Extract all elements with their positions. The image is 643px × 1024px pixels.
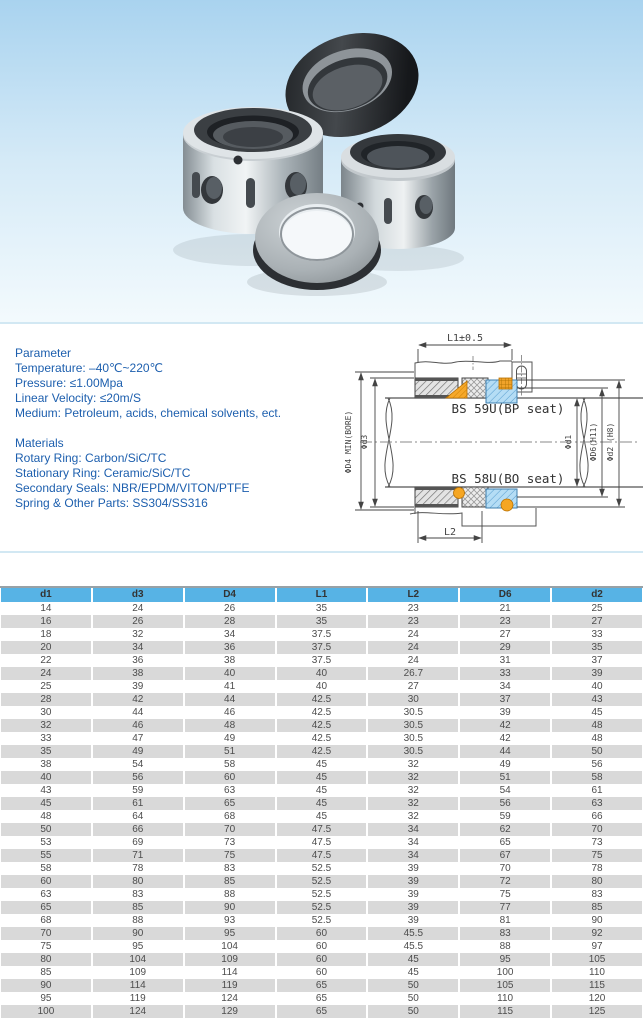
table-cell: 35 xyxy=(276,615,368,628)
parameter-velocity: Linear Velocity: ≤20m/S xyxy=(15,391,141,405)
table-cell: 32 xyxy=(367,797,459,810)
table-cell: 88 xyxy=(459,940,551,953)
table-cell: 88 xyxy=(184,888,276,901)
table-row xyxy=(0,615,643,628)
table-cell: 45 xyxy=(276,784,368,797)
table-cell: 65 xyxy=(184,797,276,810)
table-cell: 47.5 xyxy=(276,823,368,836)
table-cell: 47 xyxy=(92,732,184,745)
table-row xyxy=(0,823,643,836)
table-cell: 37.5 xyxy=(276,628,368,641)
table-cell: 60 xyxy=(184,771,276,784)
table-cell: 73 xyxy=(184,836,276,849)
materials-heading: Materials xyxy=(15,436,64,450)
table-row xyxy=(0,849,643,862)
table-cell: 97 xyxy=(551,940,643,953)
table-cell: 59 xyxy=(459,810,551,823)
section-divider-bottom xyxy=(0,551,643,553)
table-cell: 45 xyxy=(276,771,368,784)
table-cell: 33 xyxy=(551,628,643,641)
table-cell: 50 xyxy=(0,823,92,836)
table-cell: 66 xyxy=(92,823,184,836)
table-cell: 85 xyxy=(551,901,643,914)
table-cell: 71 xyxy=(92,849,184,862)
table-cell: 21 xyxy=(459,602,551,615)
table-cell: 32 xyxy=(367,758,459,771)
table-cell: 40 xyxy=(184,667,276,680)
table-cell: 85 xyxy=(92,901,184,914)
table-cell: 45 xyxy=(276,810,368,823)
table-cell: 48 xyxy=(551,719,643,732)
materials-rotary-ring: Rotary Ring: Carbon/SiC/TC xyxy=(15,451,167,465)
table-cell: 42 xyxy=(459,732,551,745)
table-cell: 54 xyxy=(459,784,551,797)
table-cell: 58 xyxy=(184,758,276,771)
table-cell: 48 xyxy=(184,719,276,732)
table-cell: 110 xyxy=(459,992,551,1005)
table-cell: 46 xyxy=(184,706,276,719)
table-cell: 50 xyxy=(551,745,643,758)
table-cell: 44 xyxy=(92,706,184,719)
spec-table-head-row xyxy=(0,588,643,602)
table-cell: 39 xyxy=(459,706,551,719)
table-cell: 30.5 xyxy=(367,745,459,758)
table-cell: 27 xyxy=(367,680,459,693)
table-cell: 37.5 xyxy=(276,641,368,654)
dimension-table xyxy=(0,586,643,1018)
table-cell: 70 xyxy=(459,862,551,875)
table-cell: 42 xyxy=(92,693,184,706)
table-cell: 60 xyxy=(0,875,92,888)
table-cell: 45 xyxy=(551,706,643,719)
table-cell: 114 xyxy=(92,979,184,992)
table-cell: 125 xyxy=(551,1005,643,1018)
table-cell: 124 xyxy=(184,992,276,1005)
column-header: D4 xyxy=(184,588,276,602)
table-cell: 58 xyxy=(0,862,92,875)
column-header: d1 xyxy=(0,588,92,602)
table-cell: 119 xyxy=(92,992,184,1005)
table-row xyxy=(0,1005,643,1018)
table-cell: 70 xyxy=(0,927,92,940)
table-row xyxy=(0,810,643,823)
table-row xyxy=(0,953,643,966)
table-row xyxy=(0,797,643,810)
table-cell: 61 xyxy=(92,797,184,810)
table-cell: 26 xyxy=(92,615,184,628)
table-cell: 78 xyxy=(551,862,643,875)
table-cell: 83 xyxy=(459,927,551,940)
table-cell: 30.5 xyxy=(367,719,459,732)
table-cell: 42 xyxy=(459,719,551,732)
table-cell: 50 xyxy=(367,992,459,1005)
table-cell: 51 xyxy=(184,745,276,758)
table-cell: 45.5 xyxy=(367,940,459,953)
table-cell: 60 xyxy=(276,966,368,979)
table-cell: 23 xyxy=(367,602,459,615)
label-top-seal: BS 59U(BP seat) xyxy=(451,401,565,416)
table-row xyxy=(0,706,643,719)
table-cell: 64 xyxy=(92,810,184,823)
table-cell: 20 xyxy=(0,641,92,654)
o-ring-bottom-left xyxy=(454,488,465,499)
table-cell: 63 xyxy=(0,888,92,901)
table-cell: 61 xyxy=(551,784,643,797)
table-row xyxy=(0,732,643,745)
product-photo xyxy=(0,0,643,322)
table-row xyxy=(0,875,643,888)
seal-section-bottom xyxy=(410,487,536,526)
table-row xyxy=(0,901,643,914)
table-cell: 77 xyxy=(459,901,551,914)
table-cell: 30 xyxy=(367,693,459,706)
materials-stationary-ring: Stationary Ring: Ceramic/SiC/TC xyxy=(15,466,191,480)
table-row xyxy=(0,771,643,784)
table-cell: 65 xyxy=(276,979,368,992)
table-cell: 46 xyxy=(92,719,184,732)
table-cell: 44 xyxy=(184,693,276,706)
table-row xyxy=(0,641,643,654)
table-row xyxy=(0,784,643,797)
seat-gasket-top xyxy=(499,378,512,389)
table-cell: 43 xyxy=(551,693,643,706)
table-cell: 32 xyxy=(0,719,92,732)
table-row xyxy=(0,758,643,771)
table-cell: 83 xyxy=(92,888,184,901)
table-cell: 68 xyxy=(184,810,276,823)
table-cell: 45 xyxy=(0,797,92,810)
table-cell: 24 xyxy=(367,628,459,641)
table-cell: 39 xyxy=(367,875,459,888)
table-cell: 75 xyxy=(184,849,276,862)
table-cell: 56 xyxy=(551,758,643,771)
table-cell: 129 xyxy=(184,1005,276,1018)
table-cell: 26.7 xyxy=(367,667,459,680)
table-cell: 55 xyxy=(0,849,92,862)
parameter-pressure: Pressure: ≤1.00Mpa xyxy=(15,376,123,390)
materials-block xyxy=(15,436,327,511)
table-cell: 81 xyxy=(459,914,551,927)
table-cell: 75 xyxy=(459,888,551,901)
column-header: L2 xyxy=(367,588,459,602)
table-cell: 69 xyxy=(92,836,184,849)
column-header: D6 xyxy=(459,588,551,602)
table-cell: 93 xyxy=(184,914,276,927)
table-cell: 40 xyxy=(0,771,92,784)
table-cell: 90 xyxy=(184,901,276,914)
table-cell: 60 xyxy=(276,940,368,953)
table-cell: 75 xyxy=(551,849,643,862)
table-cell: 33 xyxy=(459,667,551,680)
materials-spring-parts: Spring & Other Parts: SS304/SS316 xyxy=(15,496,208,510)
table-cell: 52.5 xyxy=(276,901,368,914)
table-cell: 124 xyxy=(92,1005,184,1018)
table-cell: 42.5 xyxy=(276,706,368,719)
table-cell: 42.5 xyxy=(276,732,368,745)
table-cell: 54 xyxy=(92,758,184,771)
table-cell: 39 xyxy=(551,667,643,680)
table-cell: 53 xyxy=(0,836,92,849)
parameter-heading: Parameter xyxy=(15,346,72,360)
table-row xyxy=(0,654,643,667)
table-cell: 39 xyxy=(367,914,459,927)
table-cell: 36 xyxy=(92,654,184,667)
dim-label-d4: ΦD4 MIN(BORE) xyxy=(344,410,353,474)
table-row xyxy=(0,940,643,953)
table-cell: 105 xyxy=(551,953,643,966)
table-cell: 32 xyxy=(92,628,184,641)
dim-label-d1: Φd1 xyxy=(564,434,573,450)
table-cell: 49 xyxy=(459,758,551,771)
table-cell: 95 xyxy=(184,927,276,940)
label-bottom-seal: BS 58U(BO seat) xyxy=(451,471,565,486)
table-cell: 51 xyxy=(459,771,551,784)
table-cell: 62 xyxy=(459,823,551,836)
table-cell: 85 xyxy=(184,875,276,888)
table-cell: 34 xyxy=(367,823,459,836)
table-cell: 28 xyxy=(0,693,92,706)
table-cell: 95 xyxy=(0,992,92,1005)
table-cell: 66 xyxy=(551,810,643,823)
table-cell: 45.5 xyxy=(367,927,459,940)
table-row xyxy=(0,719,643,732)
table-cell: 40 xyxy=(276,667,368,680)
table-cell: 104 xyxy=(184,940,276,953)
table-cell: 35 xyxy=(276,602,368,615)
table-cell: 38 xyxy=(92,667,184,680)
dim-label-l2: L2 xyxy=(443,527,457,538)
table-cell: 34 xyxy=(459,680,551,693)
table-cell: 18 xyxy=(0,628,92,641)
table-cell: 109 xyxy=(92,966,184,979)
technical-drawing xyxy=(330,328,643,554)
table-cell: 44 xyxy=(459,745,551,758)
table-cell: 59 xyxy=(92,784,184,797)
table-cell: 95 xyxy=(459,953,551,966)
table-cell: 25 xyxy=(551,602,643,615)
table-cell: 29 xyxy=(459,641,551,654)
table-cell: 34 xyxy=(367,836,459,849)
table-cell: 114 xyxy=(184,966,276,979)
table-row xyxy=(0,745,643,758)
table-cell: 27 xyxy=(459,628,551,641)
table-cell: 85 xyxy=(0,966,92,979)
table-cell: 24 xyxy=(367,641,459,654)
table-cell: 41 xyxy=(184,680,276,693)
table-cell: 50 xyxy=(367,979,459,992)
table-cell: 23 xyxy=(459,615,551,628)
table-cell: 34 xyxy=(92,641,184,654)
table-cell: 39 xyxy=(367,901,459,914)
table-cell: 32 xyxy=(367,784,459,797)
table-cell: 56 xyxy=(459,797,551,810)
materials-secondary-seals: Secondary Seals: NBR/EPDM/VITON/PTFE xyxy=(15,481,250,495)
table-cell: 24 xyxy=(367,654,459,667)
section-divider-top xyxy=(0,322,643,324)
table-cell: 40 xyxy=(551,680,643,693)
table-cell: 38 xyxy=(184,654,276,667)
table-cell: 50 xyxy=(367,1005,459,1018)
table-cell: 42.5 xyxy=(276,693,368,706)
parameter-temperature: Temperature: –40℃~220℃ xyxy=(15,361,164,375)
column-header: L1 xyxy=(276,588,368,602)
table-cell: 52.5 xyxy=(276,862,368,875)
table-cell: 80 xyxy=(551,875,643,888)
table-cell: 110 xyxy=(551,966,643,979)
table-cell: 119 xyxy=(184,979,276,992)
table-row xyxy=(0,628,643,641)
table-cell: 22 xyxy=(0,654,92,667)
table-cell: 60 xyxy=(276,927,368,940)
table-cell: 80 xyxy=(0,953,92,966)
table-cell: 70 xyxy=(551,823,643,836)
table-cell: 65 xyxy=(0,901,92,914)
table-cell: 45 xyxy=(367,953,459,966)
table-cell: 47.5 xyxy=(276,836,368,849)
table-cell: 30.5 xyxy=(367,706,459,719)
table-cell: 115 xyxy=(551,979,643,992)
specs-text xyxy=(15,346,327,526)
table-cell: 31 xyxy=(459,654,551,667)
table-row xyxy=(0,888,643,901)
table-cell: 100 xyxy=(459,966,551,979)
table-cell: 48 xyxy=(0,810,92,823)
table-cell: 115 xyxy=(459,1005,551,1018)
table-cell: 30.5 xyxy=(367,732,459,745)
table-cell: 72 xyxy=(459,875,551,888)
table-cell: 83 xyxy=(551,888,643,901)
table-cell: 45 xyxy=(367,966,459,979)
table-row xyxy=(0,693,643,706)
table-cell: 58 xyxy=(551,771,643,784)
parameter-medium: Medium: Petroleum, acids, chemical solvents, ect. xyxy=(15,406,282,420)
table-cell: 27 xyxy=(551,615,643,628)
table-cell: 16 xyxy=(0,615,92,628)
table-row xyxy=(0,862,643,875)
table-row xyxy=(0,836,643,849)
table-cell: 39 xyxy=(92,680,184,693)
table-cell: 34 xyxy=(367,849,459,862)
table-cell: 42.5 xyxy=(276,719,368,732)
table-cell: 28 xyxy=(184,615,276,628)
table-cell: 75 xyxy=(0,940,92,953)
table-cell: 33 xyxy=(0,732,92,745)
seal-section-top xyxy=(415,355,532,403)
table-cell: 90 xyxy=(92,927,184,940)
table-cell: 90 xyxy=(551,914,643,927)
table-cell: 63 xyxy=(551,797,643,810)
table-cell: 35 xyxy=(0,745,92,758)
table-cell: 38 xyxy=(0,758,92,771)
table-cell: 88 xyxy=(92,914,184,927)
table-cell: 45 xyxy=(276,797,368,810)
table-cell: 78 xyxy=(92,862,184,875)
table-cell: 37.5 xyxy=(276,654,368,667)
table-cell: 65 xyxy=(276,992,368,1005)
table-cell: 14 xyxy=(0,602,92,615)
table-row xyxy=(0,602,643,615)
table-cell: 24 xyxy=(0,667,92,680)
spec-table-body xyxy=(0,602,643,1018)
table-cell: 60 xyxy=(276,953,368,966)
table-cell: 25 xyxy=(0,680,92,693)
table-cell: 49 xyxy=(184,732,276,745)
table-cell: 32 xyxy=(367,771,459,784)
table-cell: 48 xyxy=(551,732,643,745)
table-cell: 37 xyxy=(551,654,643,667)
table-cell: 104 xyxy=(92,953,184,966)
table-cell: 37 xyxy=(459,693,551,706)
o-ring-bottom-right xyxy=(501,499,513,511)
table-cell: 47.5 xyxy=(276,849,368,862)
table-cell: 95 xyxy=(92,940,184,953)
table-cell: 49 xyxy=(92,745,184,758)
table-cell: 105 xyxy=(459,979,551,992)
table-cell: 45 xyxy=(276,758,368,771)
primary-ring-bottom xyxy=(462,487,488,507)
dim-label-d2: Φd2 (H8) xyxy=(606,422,615,462)
dim-label-l1: L1±0.5 xyxy=(446,333,484,344)
table-row xyxy=(0,927,643,940)
table-cell: 52.5 xyxy=(276,875,368,888)
table-cell: 109 xyxy=(184,953,276,966)
table-cell: 65 xyxy=(276,1005,368,1018)
dim-label-d6: ΦD6(H11) xyxy=(589,422,598,462)
table-cell: 56 xyxy=(92,771,184,784)
table-cell: 43 xyxy=(0,784,92,797)
table-cell: 24 xyxy=(92,602,184,615)
table-cell: 63 xyxy=(184,784,276,797)
table-cell: 70 xyxy=(184,823,276,836)
table-cell: 52.5 xyxy=(276,914,368,927)
table-row xyxy=(0,979,643,992)
table-cell: 34 xyxy=(184,628,276,641)
table-cell: 68 xyxy=(0,914,92,927)
table-cell: 39 xyxy=(367,862,459,875)
table-cell: 92 xyxy=(551,927,643,940)
table-row xyxy=(0,992,643,1005)
table-cell: 26 xyxy=(184,602,276,615)
table-cell: 65 xyxy=(459,836,551,849)
table-row xyxy=(0,680,643,693)
table-row xyxy=(0,966,643,979)
table-cell: 32 xyxy=(367,810,459,823)
table-cell: 35 xyxy=(551,641,643,654)
column-header: d3 xyxy=(92,588,184,602)
parameter-block xyxy=(15,346,327,421)
table-row xyxy=(0,914,643,927)
table-cell: 100 xyxy=(0,1005,92,1018)
table-cell: 90 xyxy=(0,979,92,992)
column-header: d2 xyxy=(551,588,643,602)
table-cell: 30 xyxy=(0,706,92,719)
table-cell: 67 xyxy=(459,849,551,862)
table-row xyxy=(0,667,643,680)
table-cell: 42.5 xyxy=(276,745,368,758)
table-cell: 40 xyxy=(276,680,368,693)
table-cell: 80 xyxy=(92,875,184,888)
table-cell: 73 xyxy=(551,836,643,849)
table-cell: 83 xyxy=(184,862,276,875)
dim-label-d3: Φd3 xyxy=(360,434,369,450)
table-cell: 52.5 xyxy=(276,888,368,901)
table-cell: 39 xyxy=(367,888,459,901)
table-cell: 36 xyxy=(184,641,276,654)
table-cell: 120 xyxy=(551,992,643,1005)
table-cell: 23 xyxy=(367,615,459,628)
